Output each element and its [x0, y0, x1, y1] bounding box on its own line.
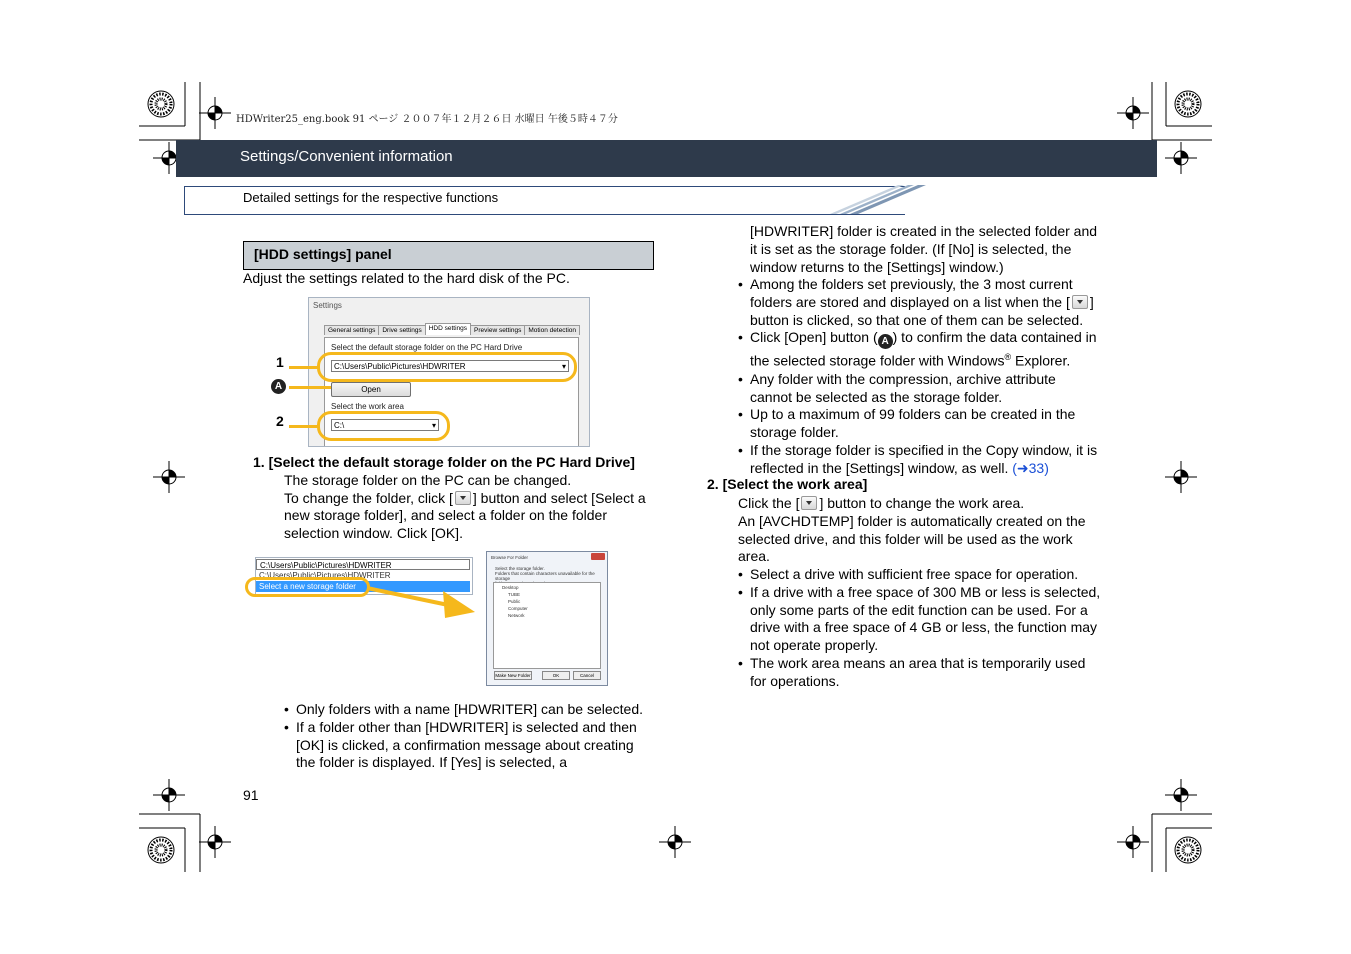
tree-item-network[interactable]: Network: [508, 613, 525, 618]
rb2-l1a: Click [Open] button (: [750, 329, 878, 346]
item1-line2-b: ] button and select [Select a: [472, 490, 646, 506]
i2b3-l1: The work area means an area that is temporarily used: [750, 654, 1086, 671]
right-bullet-3: [738, 371, 1118, 407]
right-cont-1: [HDWRITER] folder is created in the selected folder and: [750, 223, 1098, 239]
rb2-l1b: ) to confirm the data contained in: [892, 329, 1097, 346]
left-bullet-2-l3: the folder is displayed. If [Yes] is selected, a: [296, 754, 568, 771]
subsection-title: Detailed settings for the respective functions: [243, 190, 499, 205]
dropdown-selected[interactable]: C:\Users\Public\Pictures\HDWRITER: [256, 559, 470, 570]
callout-2: 2: [276, 413, 284, 429]
tree-item-desktop[interactable]: Desktop: [502, 585, 519, 590]
tab-hdd-settings[interactable]: HDD settings: [425, 323, 471, 335]
right-continuation: [750, 223, 1097, 276]
folder-tree: [493, 582, 601, 669]
item1-line3: new storage folder], and select a folder on the folder: [284, 507, 607, 523]
item1-line2-a: To change the folder, click [: [284, 490, 453, 506]
tab-motion-detection[interactable]: Motion detection: [524, 325, 580, 335]
tab-drive-settings[interactable]: Drive settings: [378, 325, 425, 335]
dropdown-icon: [801, 496, 817, 510]
right-bullet-5: [738, 442, 1118, 478]
i2b2-l4: not operate properly.: [750, 637, 879, 654]
item2-line3: selected drive, and this folder will be used as the work: [738, 531, 1073, 547]
subsection-stripe: [830, 185, 930, 215]
make-new-folder-button[interactable]: Make New Folder: [495, 673, 531, 678]
left-bullet-2-l1: If a folder other than [HDWRITER] is selected and then: [296, 718, 637, 735]
left-bullets: [284, 701, 664, 772]
rb1-l2b: ]: [1089, 293, 1094, 310]
storage-folder-label: Select the default storage folder on the PC Hard Drive: [331, 343, 523, 352]
browse-instr-1: Select the storage folder.: [495, 566, 545, 571]
right-bullets: [738, 276, 1118, 478]
browse-folder-dialog: [486, 551, 608, 686]
dropdown-icon: [1072, 295, 1088, 309]
right-bullet-1: [738, 276, 1118, 329]
callout-1: 1: [276, 354, 284, 370]
tree-item-computer[interactable]: Computer: [508, 606, 528, 611]
right-bullet-2: [738, 329, 1118, 370]
ok-button[interactable]: OK: [542, 671, 570, 680]
open-button[interactable]: Open: [331, 382, 411, 397]
item2-bullet-3: [738, 655, 1118, 691]
callout-line-1: [289, 366, 319, 369]
item2-heading: 2. [Select the work area]: [707, 476, 868, 492]
tab-preview-settings[interactable]: Preview settings: [470, 325, 525, 335]
rb2-l2a: the selected storage folder with Windows: [750, 353, 1005, 370]
browse-title: Browse For Folder: [491, 555, 529, 560]
tree-item-public[interactable]: Public: [508, 599, 521, 604]
page-number: 91: [243, 787, 259, 803]
rb4-l1: Up to a maximum of 99 folders can be created in the: [750, 406, 1076, 423]
i2b1-l1: Select a drive with sufficient free space for operation.: [750, 566, 1079, 582]
rb1-l3: button is clicked, so that one of them can be selected.: [750, 311, 1084, 328]
left-bullet-2-l2: [OK] is clicked, a confirmation message about creating: [296, 736, 634, 753]
callout-a: A: [271, 379, 286, 394]
item2-bullets: [738, 566, 1118, 691]
callout-line-a: [289, 386, 331, 389]
item2-l1b: ] button to change the work area.: [819, 495, 1025, 511]
item2-line1: [738, 495, 1024, 513]
left-bullet-1: • Only folders with a name [HDWRITER] can be selected.: [284, 701, 664, 719]
dropdown-icon: [455, 491, 471, 505]
highlight-new-folder: [245, 577, 370, 597]
arrow-icon: [365, 582, 485, 632]
rb1-l2a: folders are stored and displayed on a list when the [: [750, 293, 1070, 310]
item1-line4: selection window. Click [OK].: [284, 525, 463, 541]
rb2-l2b: Explorer.: [1011, 353, 1071, 370]
i2b2-l1: If a drive with a free space of 300 MB or less is selected,: [750, 583, 1101, 600]
item2-line2: An [AVCHDTEMP] folder is automatically created on the: [738, 513, 1086, 529]
item2-line4: area.: [738, 548, 770, 564]
settings-tabs: [324, 325, 579, 337]
item1-heading: 1. [Select the default storage folder on the PC Hard Drive]: [253, 454, 635, 470]
highlight-work-area: [317, 411, 450, 441]
left-bullet-2: [284, 719, 664, 772]
right-cont-3: window returns to the [Settings] window.): [750, 258, 1004, 275]
panel-heading-text: [HDD settings] panel: [254, 246, 392, 262]
rb4-l2: storage folder.: [750, 424, 839, 441]
print-header: HDWriter25_eng.book 91 ページ ２００７年１２月２６日 水曜日 午後５時４７分: [236, 114, 618, 125]
item2-l1a: Click the [: [738, 495, 800, 511]
panel-heading: [243, 241, 654, 270]
item2-bullet-2: [738, 584, 1118, 655]
item1-line1: The storage folder on the PC can be changed.: [284, 472, 572, 488]
highlight-storage: [317, 352, 577, 382]
work-area-combo[interactable]: C:\ ▾: [331, 419, 439, 431]
i2b2-l3: drive with a free space of 4 GB or less, the function may: [750, 619, 1098, 636]
browse-instr-2: Folders that contain characters unavailable for the storage: [495, 571, 595, 581]
item1-line2: [284, 490, 646, 508]
work-area-label: Select the work area: [331, 402, 404, 411]
callout-a-icon: A: [878, 334, 893, 349]
i2b3-l2: for operations.: [750, 672, 840, 689]
tree-item-tube[interactable]: TUBE: [508, 592, 521, 597]
dropdown-option-path[interactable]: C:\Users\Public\Pictures\HDWRITER: [259, 571, 391, 580]
cancel-button[interactable]: Cancel: [573, 671, 601, 680]
rb1-l1: Among the folders set previously, the 3 most current: [750, 276, 1073, 292]
registered-mark: ®: [1004, 352, 1012, 363]
right-bullet-4: [738, 406, 1118, 442]
close-icon[interactable]: [591, 553, 605, 560]
rb3-l2: cannot be selected as the storage folder.: [750, 388, 1003, 405]
section-title: Settings/Convenient information: [240, 148, 453, 165]
page-link-33[interactable]: (➜33): [1012, 459, 1049, 476]
dropdown-option-new-folder[interactable]: Select a new storage folder: [256, 581, 470, 592]
panel-intro: Adjust the settings related to the hard disk of the PC.: [243, 270, 570, 286]
i2b2-l2: only some parts of the edit function can be used. For a: [750, 601, 1088, 618]
right-cont-2: it is set as the storage folder. (If [No] is selected, the: [750, 240, 1072, 257]
window-title: Settings: [313, 301, 342, 310]
rb5-l2a: reflected in the [Settings] window, as well.: [750, 459, 1013, 476]
callout-line-2: [289, 425, 319, 428]
item2-bullet-1: [738, 566, 1118, 584]
storage-folder-combo[interactable]: C:\Users\Public\Pictures\HDWRITER ▾: [331, 360, 569, 372]
tab-general-settings[interactable]: General settings: [324, 325, 379, 335]
rb5-l1: If the storage folder is specified in the Copy window, it is: [750, 442, 1098, 459]
rb3-l1: Any folder with the compression, archive attribute: [750, 370, 1056, 387]
